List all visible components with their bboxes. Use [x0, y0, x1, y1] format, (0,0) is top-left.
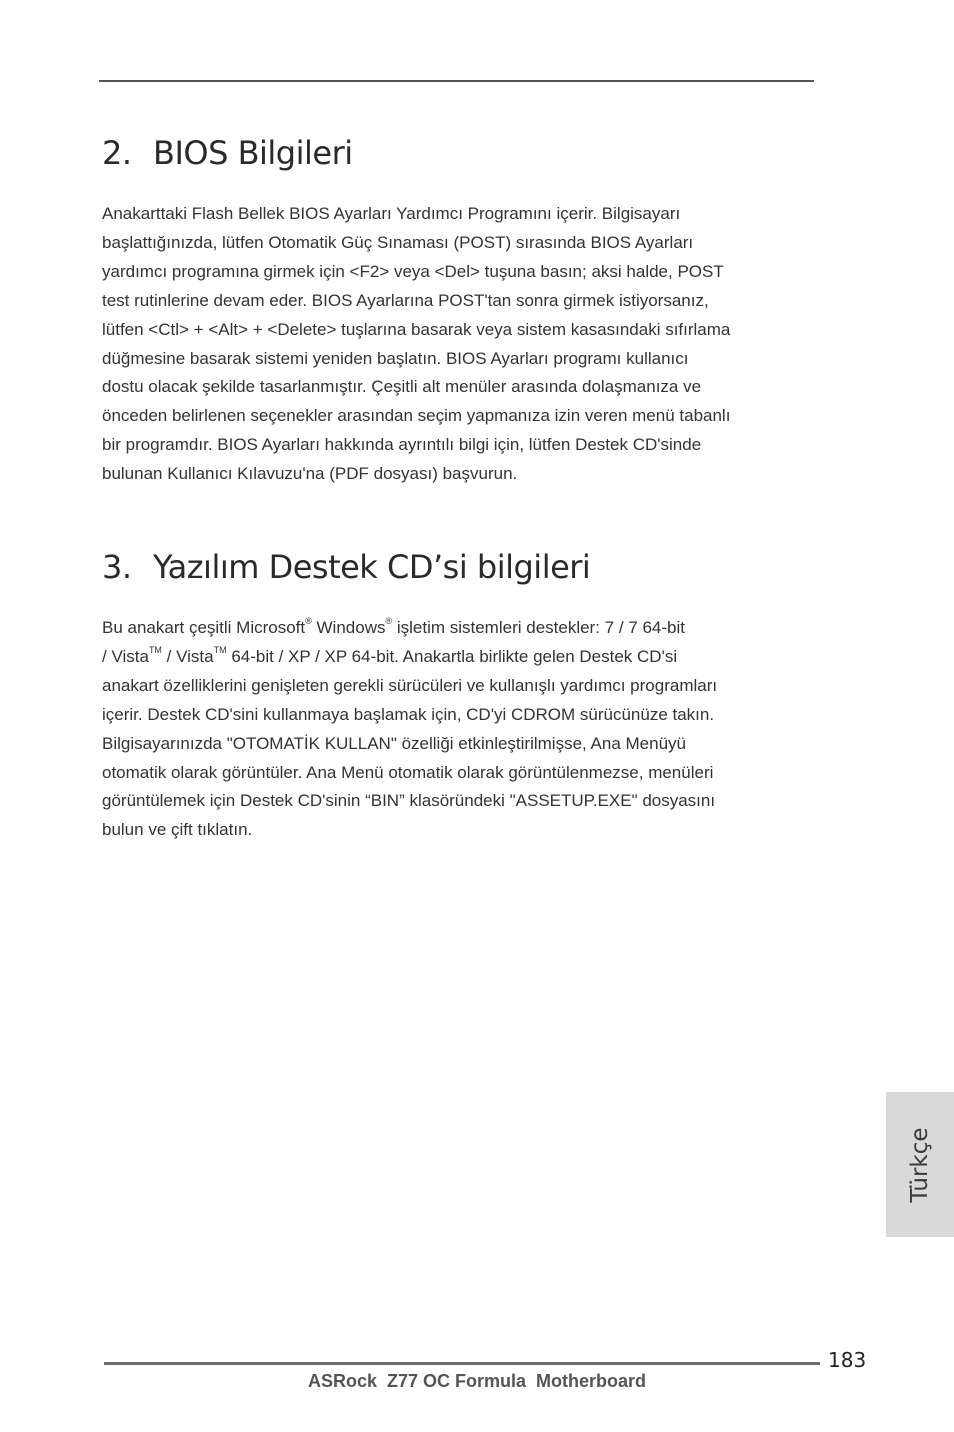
paragraph-line: Anakarttaki Flash Bellek BIOS Ayarları Yardımcı Programını içerir. Bilgisayarı: [102, 204, 681, 223]
trademark-mark: TM: [148, 645, 162, 656]
text-run: / Vista: [161, 646, 214, 666]
registered-mark: ®: [385, 616, 393, 627]
paragraph-line: içerir. Destek CD'sini kullanmaya başlamak için, CD'yi CDROM sürücünüze takın.: [102, 704, 715, 724]
paragraph-line: dostu olacak şekilde tasarlanmıştır. Çeşitli alt menüler arasında dolaşmanıza ve: [102, 377, 702, 397]
section-3-paragraph: [102, 614, 822, 845]
paragraph-line: yardımcı programına girmek için <F2> veya <Del> tuşuna basın; aksi halde, POST: [102, 261, 724, 281]
page-number: 183: [828, 1348, 867, 1372]
paragraph-line: lütfen <Ctl> + <Alt> + <Delete> tuşlarına basarak veya sistem kasasındaki sıfırlama: [102, 319, 731, 339]
paragraph-line: bir programdır. BIOS Ayarları hakkında ayrıntılı bilgi için, lütfen Destek CD'sinde: [102, 435, 702, 455]
paragraph-line: [102, 614, 822, 643]
paragraph-line: anakart özelliklerini genişleten gerekli sürücüleri ve kullanışlı yardımcı programları: [102, 675, 718, 695]
footer-title: ASRock Z77 OC Formula Motherboard: [307, 1371, 647, 1391]
text-run: Bu anakart çeşitli Microsoft: [102, 618, 306, 637]
text-run: işletim sistemleri destekler: 7 / 7 64-bit: [392, 618, 685, 637]
text-run: Windows: [311, 618, 386, 637]
trademark-mark: TM: [213, 645, 227, 656]
footer-rule: [104, 1362, 820, 1365]
paragraph-line: bulunan Kullanıcı Kılavuzu'na (PDF dosyası) başvurun.: [102, 464, 518, 484]
paragraph-line: bulun ve çift tıklatın.: [102, 820, 253, 840]
language-side-tab: [886, 1092, 954, 1237]
paragraph-line: [102, 643, 822, 672]
paragraph-line: Bilgisayarınızda "OTOMATİK KULLAN" özelliği etkinleştirilmişse, Ana Menüyü: [102, 733, 686, 753]
section-3-number: 3.: [102, 548, 132, 586]
paragraph-line: test rutinlerine devam eder. BIOS Ayarlarına POST'tan sonra girmek istiyorsanız,: [102, 290, 709, 310]
section-3-title: Yazılım Destek CD’si bilgileri: [153, 548, 591, 586]
section-2-paragraph: [102, 200, 822, 489]
paragraph-line: görüntülemek için Destek CD'sinin “BIN” klasöründeki "ASSETUP.EXE" dosyasını: [102, 791, 716, 811]
section-2-heading: [102, 134, 353, 172]
language-tab-label: Türkçe: [907, 1126, 933, 1203]
paragraph-line: düğmesine basarak sistemi yeniden başlatın. BIOS Ayarları programı kullanıcı: [102, 348, 689, 368]
text-run: 64-bit / XP / XP 64-bit. Anakartla birlikte gelen Destek CD'si: [226, 646, 678, 666]
section-2-title: BIOS Bilgileri: [153, 134, 353, 172]
paragraph-line: başlattığınızda, lütfen Otomatik Güç Sınaması (POST) sırasında BIOS Ayarları: [102, 232, 694, 252]
paragraph-line: önceden belirlenen seçenekler arasından seçim yapmanıza izin veren menü tabanlı: [102, 406, 731, 426]
section-3-heading: [102, 548, 590, 586]
paragraph-line: otomatik olarak görüntüler. Ana Menü otomatik olarak görüntülenmezse, menüleri: [102, 762, 714, 782]
text-run: / Vista: [102, 646, 149, 666]
top-rule: [99, 80, 814, 82]
section-2-number: 2.: [102, 134, 132, 172]
registered-mark: ®: [305, 616, 312, 627]
